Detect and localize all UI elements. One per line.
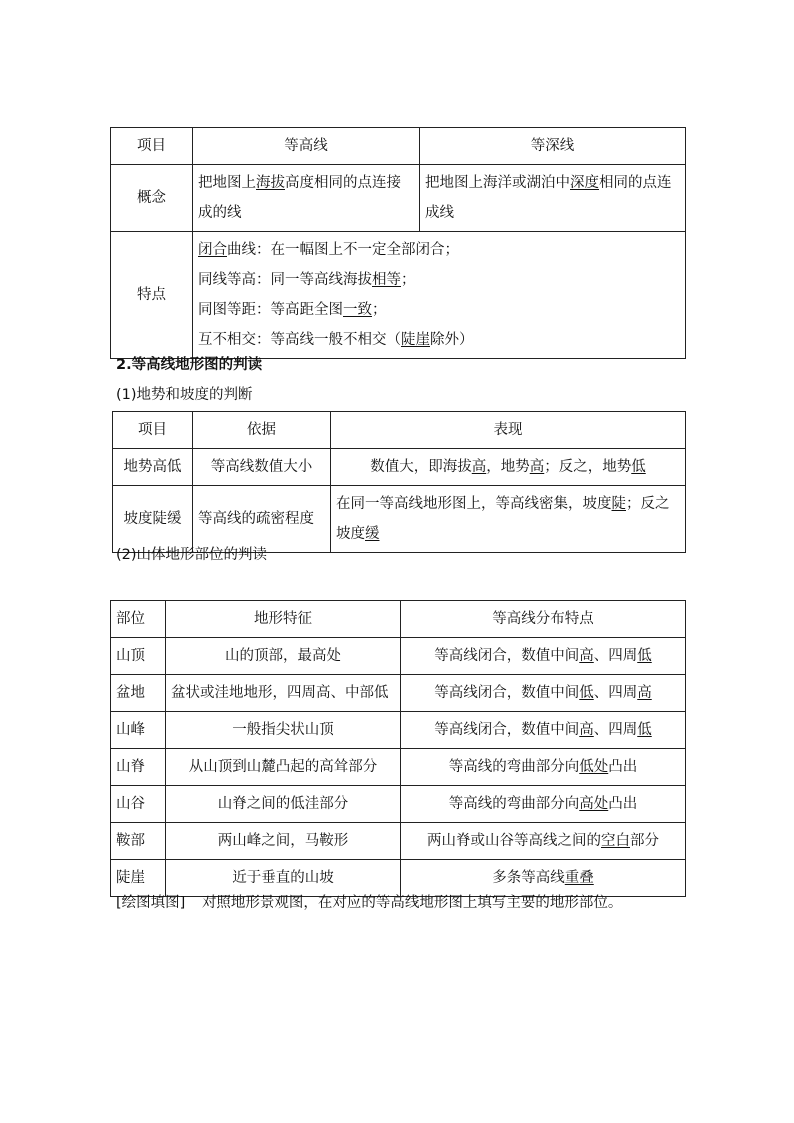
row-item: 坡度陡缓 (113, 486, 193, 553)
row-feature: 山脊之间的低洼部分 (166, 786, 401, 823)
feature-label: 特点 (111, 232, 193, 359)
features-cell (193, 232, 686, 359)
table-header-row (113, 412, 686, 449)
row-desc: 多条等高线重叠 (401, 860, 686, 897)
contour-definition: 把地图上海拔高度相同的点连接成的线 (193, 165, 420, 232)
row-part: 山顶 (111, 638, 166, 675)
table-row (113, 486, 686, 553)
header-part: 部位 (111, 601, 166, 638)
row-feature: 从山顶到山麓凸起的高耸部分 (166, 749, 401, 786)
header-feature: 地形特征 (166, 601, 401, 638)
table-row (111, 638, 686, 675)
row-part: 山峰 (111, 712, 166, 749)
table-header-row (111, 601, 686, 638)
table-header-row (111, 128, 686, 165)
row-desc: 在同一等高线地形图上，等高线密集，坡度陡；反之坡度缓 (331, 486, 686, 553)
table-row (111, 712, 686, 749)
row-basis: 等高线的疏密程度 (193, 486, 331, 553)
row-desc: 等高线闭合，数值中间低、四周高 (401, 675, 686, 712)
table-row-features (111, 232, 686, 359)
row-desc: 等高线闭合，数值中间高、四周低 (401, 638, 686, 675)
subsection-terrain-slope: (1)地势和坡度的判断 (116, 387, 253, 403)
concept-label: 概念 (111, 165, 193, 232)
row-feature: 山的顶部，最高处 (166, 638, 401, 675)
row-item: 地势高低 (113, 449, 193, 486)
header-isobath: 等深线 (420, 128, 686, 165)
footer-text: 对照地形景观图，在对应的等高线地形图上填写主要的地形部位。 (201, 895, 623, 911)
row-feature: 一般指尖状山顶 (166, 712, 401, 749)
header-contour: 等高线 (193, 128, 420, 165)
subsection-landform: (2)山体地形部位的判读 (116, 547, 268, 563)
table-row (111, 749, 686, 786)
table-row (111, 860, 686, 897)
header-distribution: 等高线分布特点 (401, 601, 686, 638)
header-performance: 表现 (331, 412, 686, 449)
footer-tag: [绘图填图] (116, 895, 186, 911)
section-title: 2.等高线地形图的判读 (116, 357, 263, 373)
row-part: 鞍部 (111, 823, 166, 860)
table-row (111, 786, 686, 823)
table-row-concept (111, 165, 686, 232)
row-desc: 两山脊或山谷等高线之间的空白部分 (401, 823, 686, 860)
footer-instruction (116, 893, 622, 913)
table-contour-vs-isobath (110, 127, 686, 359)
row-basis: 等高线数值大小 (193, 449, 331, 486)
row-part: 陡崖 (111, 860, 166, 897)
header-item: 项目 (111, 128, 193, 165)
row-part: 山脊 (111, 749, 166, 786)
feature-line: 同线等高：同一等高线海拔相等； (198, 272, 416, 288)
isobath-definition: 把地图上海洋或湖泊中深度相同的点连成线 (420, 165, 686, 232)
table-row (111, 675, 686, 712)
header-item: 项目 (113, 412, 193, 449)
table-landform-parts (110, 600, 686, 897)
row-feature: 近于垂直的山坡 (166, 860, 401, 897)
feature-line: 互不相交：等高线一般不相交（陡崖除外） (198, 332, 474, 348)
row-part: 山谷 (111, 786, 166, 823)
row-feature: 两山峰之间，马鞍形 (166, 823, 401, 860)
feature-line: 闭合曲线：在一幅图上不一定全部闭合； (198, 242, 459, 258)
row-feature: 盆状或洼地地形，四周高、中部低 (166, 675, 401, 712)
row-desc: 等高线的弯曲部分向高处凸出 (401, 786, 686, 823)
table-row (111, 823, 686, 860)
row-desc: 等高线闭合，数值中间高、四周低 (401, 712, 686, 749)
table-terrain-slope (112, 411, 686, 553)
row-desc: 数值大，即海拔高，地势高；反之，地势低 (331, 449, 686, 486)
header-basis: 依据 (193, 412, 331, 449)
row-part: 盆地 (111, 675, 166, 712)
row-desc: 等高线的弯曲部分向低处凸出 (401, 749, 686, 786)
feature-line: 同图等距：等高距全图一致； (198, 302, 387, 318)
table-row (113, 449, 686, 486)
